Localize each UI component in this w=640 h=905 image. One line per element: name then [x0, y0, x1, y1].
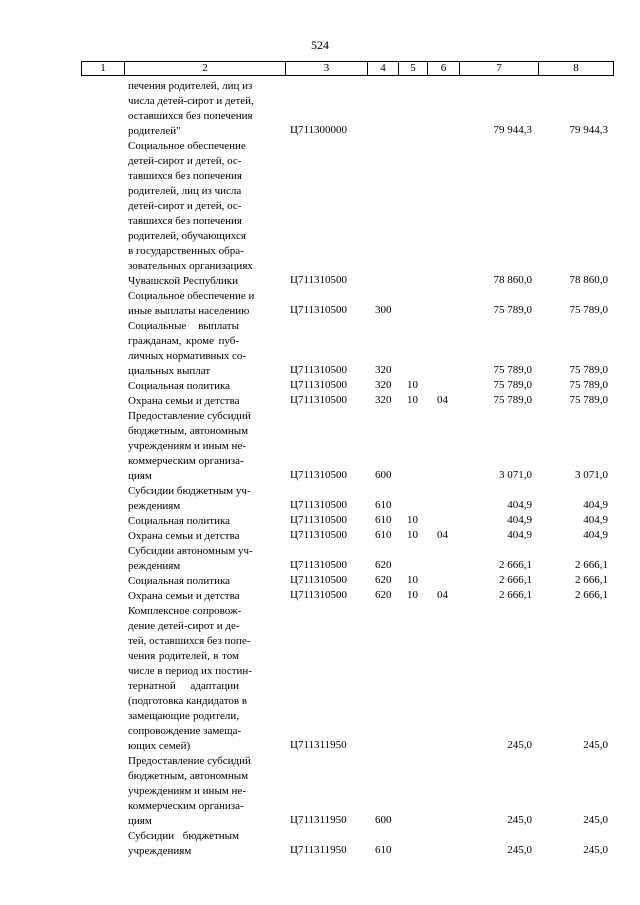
row-col-7: 75 789,0 — [493, 394, 532, 406]
description-line: Социальная политика — [128, 380, 231, 392]
row-col-4: 620 — [375, 589, 392, 601]
table-row — [81, 514, 612, 529]
row-col-7: 245,0 — [507, 814, 532, 826]
description-line: Предоставление субсидий — [128, 410, 251, 422]
row-description — [81, 514, 239, 529]
description-line: циям — [128, 815, 152, 827]
description-line: учреждениям — [128, 845, 192, 857]
table-row — [81, 574, 612, 589]
description-line: детей-сирот и детей, ос- — [128, 155, 242, 167]
row-code: Ц711310500 — [290, 364, 348, 376]
description-line: Комплексное сопровож- — [128, 605, 242, 617]
description-line: учреждениям и иным не- — [128, 440, 246, 452]
row-col-6: 04 — [437, 394, 448, 406]
row-description — [81, 409, 251, 484]
table-row — [81, 604, 612, 754]
description-line: зовательных организациях — [128, 260, 253, 272]
table-row — [81, 379, 612, 394]
description-line: детей-сирот и детей, ос- — [128, 200, 242, 212]
row-col-5: 10 — [407, 589, 418, 601]
header-col-5: 5 — [399, 62, 428, 76]
row-col-7: 404,9 — [507, 514, 532, 526]
row-description — [81, 289, 255, 319]
row-col-8: 2 666,1 — [575, 559, 608, 571]
header-col-7: 7 — [460, 62, 539, 76]
row-col-8: 2 666,1 — [575, 574, 608, 586]
row-code: Ц711310500 — [290, 304, 348, 316]
row-description — [81, 754, 251, 829]
row-col-4: 320 — [375, 379, 392, 391]
description-line: реждениям — [128, 500, 181, 512]
row-col-8: 75 789,0 — [569, 364, 608, 376]
description-line: иные выплаты населению — [128, 305, 250, 317]
header-col-3: 3 — [286, 62, 368, 76]
row-col-8: 245,0 — [583, 814, 608, 826]
description-line: циям — [128, 470, 152, 482]
description-line: Социальная политика — [128, 515, 231, 527]
description-line: личных нормативных со- — [128, 350, 247, 362]
table-row — [81, 754, 612, 829]
row-code: Ц711310500 — [290, 574, 348, 586]
description-line: ющих семей) — [128, 740, 191, 752]
row-col-4: 620 — [375, 559, 392, 571]
table-row — [81, 79, 612, 139]
description-line: сопровождение замеща- — [128, 725, 242, 737]
row-col-5: 10 — [407, 574, 418, 586]
description-line: в государственных обра- — [128, 245, 244, 257]
description-line: замещающие родители, — [128, 710, 239, 722]
row-col-5: 10 — [407, 529, 418, 541]
row-col-6: 04 — [437, 529, 448, 541]
row-code: Ц711310500 — [290, 589, 348, 601]
row-col-8: 3 071,0 — [575, 469, 608, 481]
row-col-4: 610 — [375, 844, 392, 856]
row-description — [81, 544, 253, 574]
row-code: Ц711310500 — [290, 469, 348, 481]
row-col-4: 320 — [375, 394, 392, 406]
description-line: бюджетным, автономным — [128, 425, 249, 437]
description-line: (подготовка кандидатов в — [128, 695, 248, 707]
header-col-8: 8 — [539, 62, 614, 76]
table-header — [81, 61, 614, 76]
description-line: учреждениям и иным не- — [128, 785, 246, 797]
row-col-8: 2 666,1 — [575, 589, 608, 601]
row-description — [81, 139, 253, 289]
row-code: Ц711311950 — [290, 739, 347, 751]
description-line: Социальное обеспечение и — [128, 290, 255, 302]
row-code: Ц711310500 — [290, 394, 348, 406]
description-line: числе в период их постин- — [128, 665, 252, 677]
description-line: Охрана семьи и детства — [128, 530, 240, 542]
row-description — [81, 604, 252, 754]
description-line: коммерческим организа- — [128, 455, 244, 467]
row-col-5: 10 — [407, 379, 418, 391]
row-col-4: 600 — [375, 814, 392, 826]
description-line: гражданам, кроме пуб- — [128, 335, 239, 347]
row-code: Ц711310500 — [290, 529, 348, 541]
row-description — [81, 394, 239, 409]
row-code: Ц711310500 — [290, 499, 348, 511]
row-col-8: 404,9 — [583, 499, 608, 511]
page-number: 524 — [311, 38, 329, 52]
row-col-7: 79 944,3 — [493, 124, 532, 136]
table-row — [81, 484, 612, 514]
table-row — [81, 829, 612, 859]
row-col-7: 245,0 — [507, 739, 532, 751]
description-line: родителей, обучающихся — [128, 230, 246, 242]
row-col-8: 404,9 — [583, 529, 608, 541]
row-col-7: 404,9 — [507, 529, 532, 541]
row-col-4: 600 — [375, 469, 392, 481]
row-col-5: 10 — [407, 394, 418, 406]
description-line: Охрана семьи и детства — [128, 395, 240, 407]
row-col-7: 75 789,0 — [493, 364, 532, 376]
description-line: циальных выплат — [128, 365, 211, 377]
header-col-4: 4 — [368, 62, 399, 76]
description-line: Чувашской Республики — [128, 275, 239, 287]
row-code: Ц711300000 — [290, 124, 348, 136]
row-col-8: 245,0 — [583, 739, 608, 751]
table-row — [81, 544, 612, 574]
row-col-4: 610 — [375, 499, 392, 511]
row-col-8: 245,0 — [583, 844, 608, 856]
row-description — [81, 79, 254, 139]
description-line: реждениям — [128, 560, 181, 572]
row-code: Ц711310500 — [290, 559, 348, 571]
description-line: Социальное обеспечение — [128, 140, 246, 152]
row-col-8: 404,9 — [583, 514, 608, 526]
row-col-7: 2 666,1 — [499, 574, 532, 586]
row-col-7: 404,9 — [507, 499, 532, 511]
header-col-2: 2 — [125, 62, 286, 76]
row-code: Ц711310500 — [290, 514, 348, 526]
table-row — [81, 529, 612, 544]
row-col-7: 245,0 — [507, 844, 532, 856]
row-col-4: 320 — [375, 364, 392, 376]
description-line: родителей" — [128, 125, 181, 137]
row-col-4: 300 — [375, 304, 392, 316]
description-line: тавшихся без попечения — [128, 215, 242, 227]
table-row — [81, 139, 612, 289]
row-col-7: 75 789,0 — [493, 379, 532, 391]
description-line: Субсидии автономным уч- — [128, 545, 253, 557]
table-row — [81, 409, 612, 484]
table-row — [81, 394, 612, 409]
description-line: бюджетным, автономным — [128, 770, 249, 782]
description-line: родителей, лиц из числа — [128, 185, 242, 197]
description-line: Охрана семьи и детства — [128, 590, 240, 602]
description-line: дение детей-сирот и де- — [128, 620, 240, 632]
row-description — [81, 829, 239, 859]
row-description — [81, 484, 251, 514]
description-line: числа детей-сирот и детей, — [128, 95, 254, 107]
description-line: чения родителей, в том — [128, 650, 239, 662]
row-description — [81, 529, 239, 544]
row-code: Ц711311950 — [290, 814, 347, 826]
row-code: Ц711310500 — [290, 379, 348, 391]
row-col-7: 2 666,1 — [499, 589, 532, 601]
row-col-7: 75 789,0 — [493, 304, 532, 316]
description-line: Предоставление субсидий — [128, 755, 251, 767]
description-line: тавшихся без попечения — [128, 170, 242, 182]
row-col-8: 79 944,3 — [569, 124, 608, 136]
table-row — [81, 319, 612, 379]
row-description — [81, 574, 239, 589]
header-col-1: 1 — [82, 62, 125, 76]
row-code: Ц711311950 — [290, 844, 347, 856]
description-line: Субсидии бюджетным — [128, 830, 239, 842]
description-line: Социальная политика — [128, 575, 231, 587]
row-col-7: 78 860,0 — [493, 274, 532, 286]
table-row — [81, 589, 612, 604]
description-line: печения родителей, лиц из — [128, 80, 253, 92]
row-col-8: 75 789,0 — [569, 394, 608, 406]
row-description — [81, 319, 247, 379]
description-line: тернатной адаптации — [128, 680, 239, 692]
description-line: Социальные выплаты — [128, 320, 239, 332]
description-line: тей, оставшихся без попе- — [128, 635, 251, 647]
row-col-6: 04 — [437, 589, 448, 601]
row-col-5: 10 — [407, 514, 418, 526]
row-col-7: 2 666,1 — [499, 559, 532, 571]
description-line: коммерческим организа- — [128, 800, 244, 812]
row-description — [81, 589, 239, 604]
description-line: оставшихся без попечения — [128, 110, 253, 122]
row-col-8: 75 789,0 — [569, 379, 608, 391]
row-code: Ц711310500 — [290, 274, 348, 286]
row-description — [81, 379, 239, 394]
table-row — [81, 289, 612, 319]
row-col-8: 75 789,0 — [569, 304, 608, 316]
description-line: Субсидии бюджетным уч- — [128, 485, 251, 497]
row-col-7: 3 071,0 — [499, 469, 532, 481]
row-col-4: 620 — [375, 574, 392, 586]
row-col-8: 78 860,0 — [569, 274, 608, 286]
row-col-4: 610 — [375, 529, 392, 541]
table-body — [81, 79, 612, 859]
row-col-4: 610 — [375, 514, 392, 526]
header-col-6: 6 — [428, 62, 460, 76]
